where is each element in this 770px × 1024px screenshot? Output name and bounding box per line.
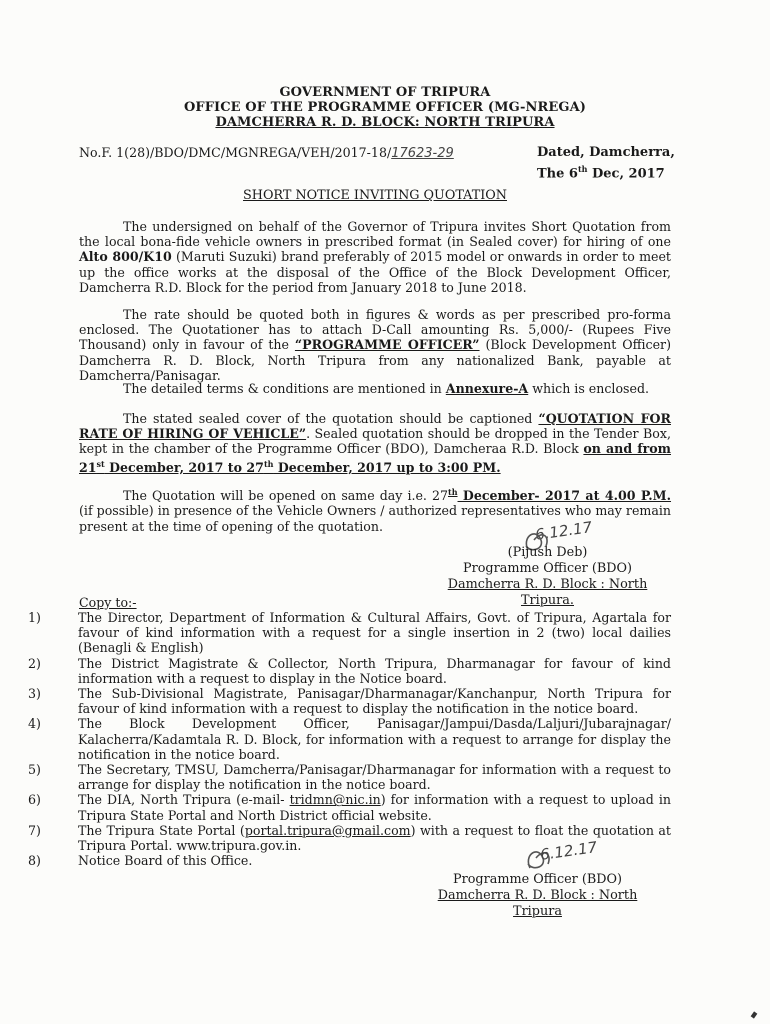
list-item-number: 3): [28, 686, 41, 702]
p1-text-a: The undersigned on behalf of the Governor of Tripura invites Short Quotation from the local bona-fide vehicle owners in prescribed format (in Sealed cover) for hiring of one: [79, 219, 671, 250]
date-sup: th: [577, 164, 588, 174]
reference-line: [79, 145, 454, 161]
signatory-designation-2: Programme Officer (BDO): [452, 872, 623, 887]
p5-opening-time: December- 2017 at 4.00 P.M.: [457, 488, 672, 504]
p4-dates-3: December, 2017 to 27: [104, 459, 264, 475]
copy-to-list: [28, 610, 671, 868]
list-item: [28, 792, 671, 822]
paragraph-2: [79, 307, 671, 383]
list-item: [28, 686, 671, 716]
p3-text-a: The detailed terms & conditions are mentioned in: [123, 381, 446, 396]
date-value: [537, 161, 675, 182]
list-item: [28, 762, 671, 792]
notice-title: SHORT NOTICE INVITING QUOTATION: [243, 188, 507, 203]
handwritten-number: 17623-29: [391, 146, 454, 161]
p1-text-c: (Maruti Suzuki) brand preferably of 2015 model or onwards in order to meet up the office works at the disposal of the Office of the Block Development Officer, Damcherra R.D. Block for the period from January 2018 to June 2018.: [79, 249, 671, 295]
p4-dates-4: December, 2017 up to 3:00 PM.: [273, 459, 501, 475]
list-item-text: The DIA, North Tripura (e-mail-: [78, 792, 290, 808]
dated-place: Dated, Damcherra,: [537, 145, 675, 160]
header-office: OFFICE OF THE PROGRAMME OFFICER (MG-NREGA): [183, 100, 587, 115]
signatory-office-2: Damcherra R. D. Block : North Tripura: [437, 888, 638, 919]
list-item-number: 7): [28, 822, 41, 838]
date-post: Dec, 2017: [587, 166, 665, 182]
p5-text-c: (if possible) in presence of the Vehicle Owners / authorized representatives who may remain present at the time of opening of the quotation.: [79, 503, 671, 534]
list-item-number: 5): [28, 762, 41, 778]
list-item-number: 4): [28, 716, 41, 732]
paragraph-1: [79, 219, 671, 295]
list-item-number: 6): [28, 792, 41, 808]
reference-number: No.F. 1(28)/BDO/DMC/MGNREGA/VEH/2017-18/: [79, 145, 392, 160]
header-block-wrap: [0, 115, 770, 130]
p2-text-a: The rate should be quoted both in figures & words as per prescribed pro-forma enclosed. The Quotationer has to attach D-Call amounting Rs. 5,000/- (Rupees Five Thousand) only in favour of the: [79, 307, 671, 353]
list-item-text: The Secretary, TMSU, Damcherra/Panisagar/Dharmanagar for information with a request to arrange for display the notification in the notice board.: [78, 762, 671, 793]
list-item-text: Notice Board of this Office.: [78, 853, 253, 869]
list-item: [28, 716, 671, 762]
p1-vehicle-model: Alto 800/K10: [79, 249, 172, 265]
p3-annexure: Annexure-A: [445, 381, 529, 396]
list-item-text: The Director, Department of Information & Cultural Affairs, Govt. of Tripura, Agartala for favour of kind information with a request for a single insertion in 2 (two) local dailies (Benagli & English): [78, 610, 671, 656]
header-government: GOVERNMENT OF TRIPURA: [279, 85, 491, 100]
list-item-text: The District Magistrate & Collector, North Tripura, Dharmanagar for favour of kind information with a request to display in the Notice board.: [78, 655, 671, 686]
paragraph-3: [79, 381, 671, 396]
signature-1-block: [425, 545, 670, 609]
signatory-designation-1: Programme Officer (BDO): [462, 561, 633, 576]
scan-mark: [751, 1011, 758, 1018]
paragraph-4: [79, 411, 671, 475]
p4-caption: “QUOTATION FOR RATE OF HIRING OF VEHICLE”: [79, 411, 671, 442]
signature-2-initials: 6.12.17: [539, 838, 599, 864]
list-item-number: 2): [28, 655, 41, 671]
list-item: [28, 656, 671, 686]
p2-payee: “PROGRAMME OFFICER”: [294, 337, 480, 353]
list-item-text: ) with a request to float the quotation at Tripura Portal. www.tripura.gov.in.: [78, 822, 671, 854]
dia-email-link[interactable]: tridmn@nic.in: [289, 792, 381, 808]
p4-dates-3-sup: th: [263, 458, 274, 469]
list-item-text: The Sub-Divisional Magistrate, Panisagar/Dharmanagar/Kanchanpur, North Tripura for favour of kind information with a request to display the notification in the notice board.: [78, 686, 671, 717]
list-item-number: 1): [28, 610, 41, 625]
list-item-text: ) for information with a request to upload in Tripura State Portal and North District official website.: [78, 792, 671, 823]
signature-1-initials: 6.12.17: [534, 518, 594, 544]
p4-dates-2-sup: st: [96, 458, 105, 469]
list-item-text: The Block Development Officer, Panisagar/Jampui/Dasda/Laljuri/Jubarajnagar/ Kalacherra/Kadamtala R. D. Block, for information with a request to arrange for display the notification in the notice board.: [78, 716, 671, 762]
list-item: [28, 610, 671, 656]
title-wrap: [0, 188, 750, 203]
list-item-text: The Tripura State Portal (: [78, 822, 245, 838]
p5-sup: th: [448, 487, 458, 497]
p4-dates-2: 21: [79, 459, 97, 475]
signature-2-block: [415, 872, 660, 920]
p4-text-a: The stated sealed cover of the quotation should be captioned: [123, 411, 539, 426]
date-block: [537, 145, 675, 182]
signatory-office-1: Damcherra R. D. Block : North Tripura.: [447, 577, 648, 608]
p4-dates-1: on and from: [583, 441, 671, 457]
portal-email-link[interactable]: portal.tripura@gmail.com: [244, 822, 411, 838]
list-item-number: 8): [28, 853, 41, 869]
p5-text-a: The Quotation will be opened on same day i.e. 27: [123, 488, 448, 504]
signatory-name: (Pijush Deb): [507, 545, 588, 560]
date-pre: The 6: [537, 166, 578, 182]
copy-to-heading: Copy to:-: [79, 595, 137, 610]
p4-text-c: . Sealed quotation should be dropped in the Tender Box, kept in the chamber of the Programme Officer (BDO), Damcheraa R.D. Block: [79, 426, 671, 457]
p2-text-c: (Block Development Officer) Damcherra R. D. Block, North Tripura from any nationalized Bank, payable at Damcherra/Panisagar.: [79, 337, 671, 383]
header-block: DAMCHERRA R. D. BLOCK: NORTH TRIPURA: [215, 115, 555, 130]
p3-text-c: which is enclosed.: [528, 381, 650, 396]
